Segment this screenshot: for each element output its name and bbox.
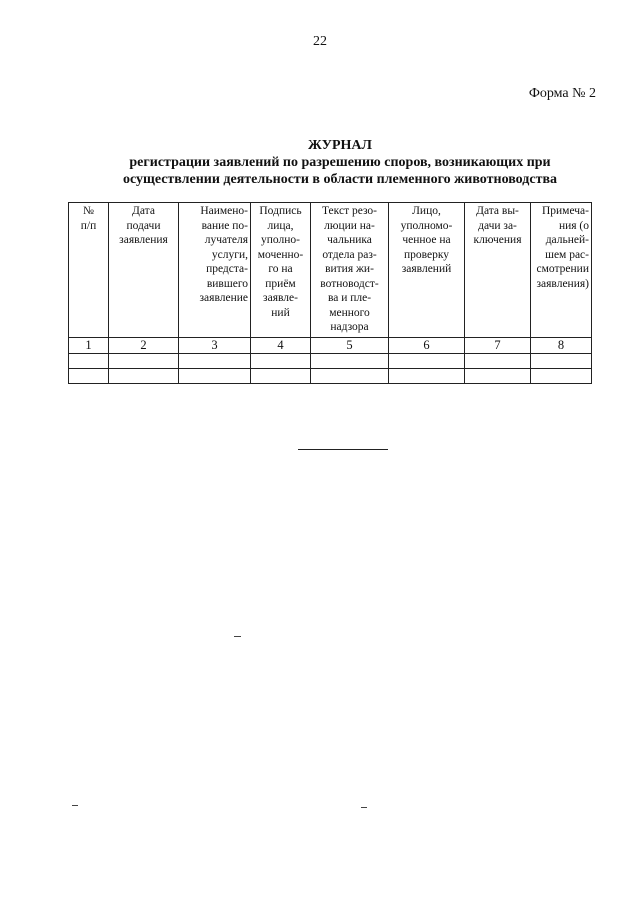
page-number: 22 [313, 34, 327, 49]
table-cell [251, 353, 311, 368]
column-header-resolution-text: Текст резо- люции на- чальника отдела раз- вития жи- вотноводст- ва и пле- менного надзора [311, 203, 389, 338]
table-cell [69, 353, 109, 368]
table-cell [109, 368, 179, 383]
journal-heading [80, 137, 600, 188]
column-number-cell: 8 [531, 338, 592, 354]
form-label: Форма № 2 [528, 86, 596, 101]
column-header-submission-date: Дата подачи заявления [109, 203, 179, 338]
column-number-row [69, 338, 592, 354]
column-header-receiver-signature: Подпись лица, уполно- моченно- го на приём заявле- ний [251, 203, 311, 338]
table-row [69, 353, 592, 368]
table-cell [179, 368, 251, 383]
scan-speck [234, 636, 241, 637]
scan-speck [72, 805, 78, 806]
column-header-verifier: Лицо, уполномо- ченное на проверку заявлений [389, 203, 465, 338]
column-number-cell: 6 [389, 338, 465, 354]
table-cell [389, 353, 465, 368]
journal-subtitle-line-2: осуществлении деятельности в области племенного животноводства [122, 172, 558, 187]
column-number-cell: 2 [109, 338, 179, 354]
table-cell [179, 353, 251, 368]
column-header-conclusion-date: Дата вы- дачи за- ключения [465, 203, 531, 338]
column-number-cell: 7 [465, 338, 531, 354]
column-header-applicant-name: Наимено- вание по- лучателя услуги, предста- вившего заявление [179, 203, 251, 338]
scan-speck [361, 807, 367, 808]
column-number-cell: 3 [179, 338, 251, 354]
table-row [69, 368, 592, 383]
table-cell [109, 353, 179, 368]
table-cell [251, 368, 311, 383]
table-cell [465, 353, 531, 368]
journal-title: ЖУРНАЛ [308, 138, 372, 153]
signature-line [298, 449, 388, 450]
table-cell [311, 353, 389, 368]
table-cell [311, 368, 389, 383]
journal-table [68, 202, 592, 384]
table-header-row [69, 203, 592, 338]
column-number-cell: 1 [69, 338, 109, 354]
table-cell [465, 368, 531, 383]
column-header-number: № п/п [69, 203, 109, 338]
column-number-cell: 4 [251, 338, 311, 354]
column-number-cell: 5 [311, 338, 389, 354]
column-header-notes: Примеча- ния (о дальней- шем рас- смотрении заявления) [531, 203, 592, 338]
journal-subtitle-line-1: регистрации заявлений по разрешению споров, возникающих при [129, 155, 551, 170]
table-cell [69, 368, 109, 383]
table-cell [389, 368, 465, 383]
table-cell [531, 368, 592, 383]
table-cell [531, 353, 592, 368]
